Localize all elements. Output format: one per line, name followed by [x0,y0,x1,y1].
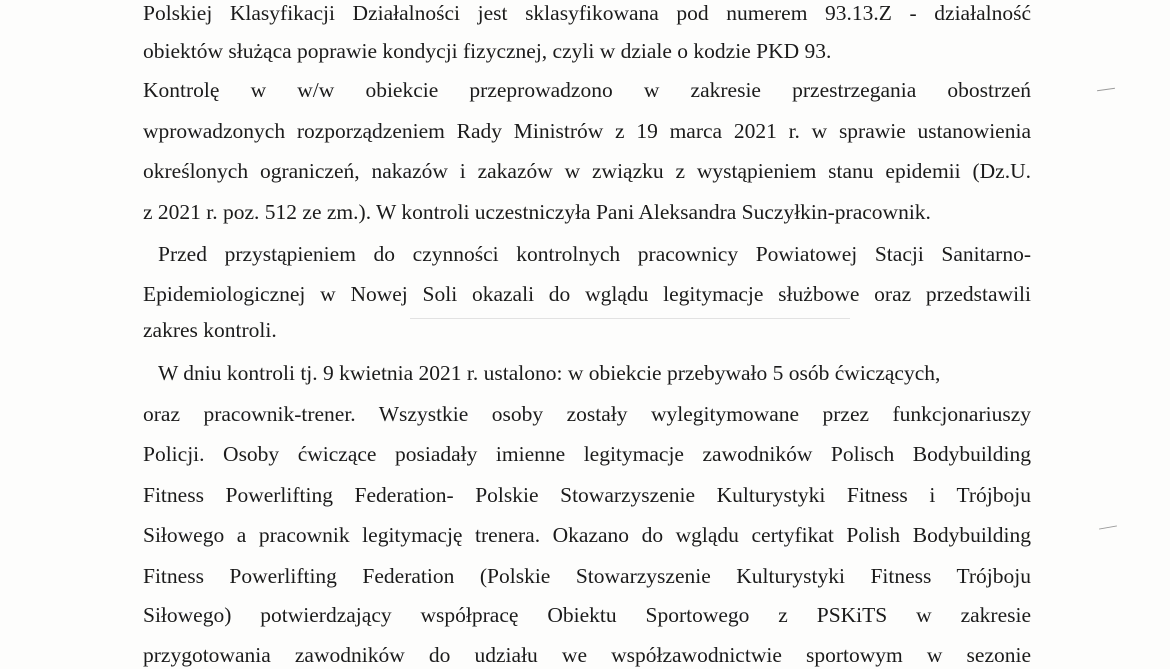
text-line: Kontrolę w w/w obiekcie przeprowadzono w zakresie przestrzegania obostrzeń [143,78,1031,102]
text-line: zakres kontroli. [143,318,277,342]
text-line: Fitness Powerlifting Federation- Polskie Stowarzyszenie Kulturystyki Fitness i Trójboju [143,483,1031,507]
scan-artifact [410,318,850,319]
text-line: Polskiej Klasyfikacji Działalności jest sklasyfikowana pod numerem 93.13.Z - działalność [143,1,1031,25]
text-line: określonych ograniczeń, nakazów i zakazów w związku z wystąpieniem stanu epidemii (Dz.U. [143,159,1031,183]
text-line: Siłowego) potwierdzający współpracę Obiektu Sportowego z PSKiTS w zakresie [143,603,1031,627]
text-line: oraz pracownik-trener. Wszystkie osoby zostały wylegitymowane przez funkcjonariuszy [143,402,1031,426]
text-line: Policji. Osoby ćwiczące posiadały imienne legitymacje zawodników Polisch Bodybuilding [143,442,1031,466]
text-line: Fitness Powerlifting Federation (Polskie Stowarzyszenie Kulturystyki Fitness Trójboju [143,564,1031,588]
text-line: obiektów służąca poprawie kondycji fizycznej, czyli w dziale o kodzie PKD 93. [143,39,832,63]
text-line: Przed przystąpieniem do czynności kontrolnych pracownicy Powiatowej Stacji Sanitarno- [158,242,1031,266]
scan-mark [1097,88,1115,91]
scan-mark [1099,525,1117,529]
text-line: przygotowania zawodników do udziału we współzawodnictwie sportowym w sezonie [143,643,1031,667]
text-line: Siłowego a pracownik legitymację trenera. Okazano do wglądu certyfikat Polish Bodybuilding [143,523,1031,547]
text-line: wprowadzonych rozporządzeniem Rady Ministrów z 19 marca 2021 r. w sprawie ustanowienia [143,119,1031,143]
text-line: W dniu kontroli tj. 9 kwietnia 2021 r. ustalono: w obiekcie przebywało 5 osób ćwiczących, [158,361,941,385]
text-line: z 2021 r. poz. 512 ze zm.). W kontroli uczestniczyła Pani Aleksandra Suczyłkin-pracownik. [143,200,931,224]
text-line: Epidemiologicznej w Nowej Soli okazali do wglądu legitymacje służbowe oraz przedstawili [143,282,1031,306]
